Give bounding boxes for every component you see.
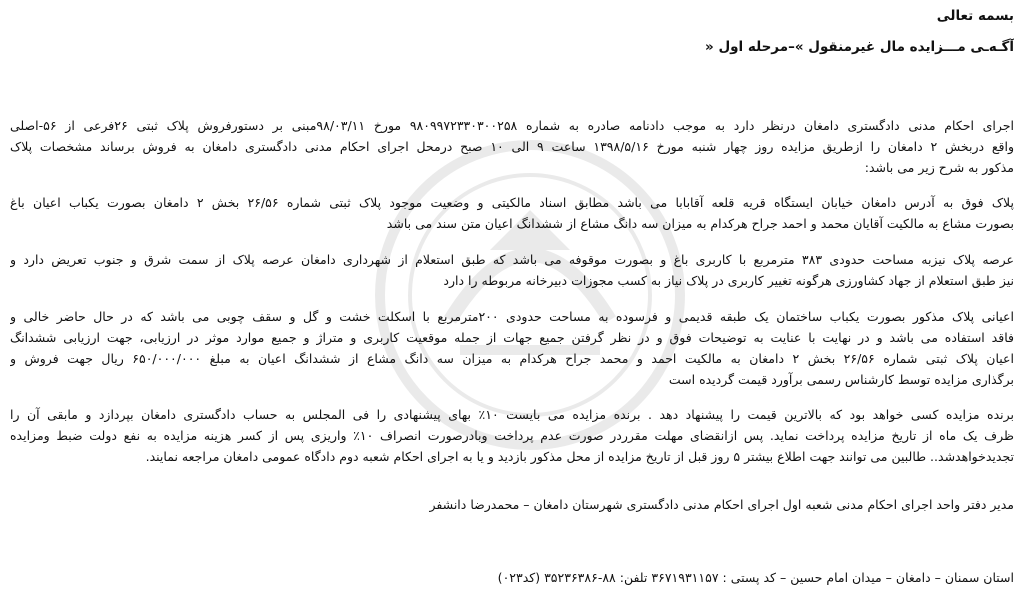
footer-address: استان سمنان – دامغان – میدان امام حسین – کد پستی : ۳۶۷۱۹۳۱۱۵۷ تلفن: ۸۸-۳۵۲۳۶۳۸۶ (کد۰۲۳)	[497, 570, 1014, 585]
paragraph-5-line-2: ظرف یک ماه از تاریخ مزایده پرداخت نماید. پس ازانقضای مهلت مقرردر صورت عدم پرداخت وبادرصورت انصراف ۱۰٪ واریزی پس از کسر هزینه مزایده به نفع دولت ضبط ومزایده	[10, 428, 1014, 443]
paragraph-4-line-3: اعیان پلاک ثبتی شماره ۲۶/۵۶ بخش ۲ دامغان به مالکیت احمد و محمد جراح هرکدام به میزان سه دانگ مشاع از ششدانگ اعیان به مبلغ ۶۵۰/۰۰۰/۰۰۰ ریال جهت فروش و	[10, 351, 1014, 366]
paragraph-5-line-1: برنده مزایده کسی خواهد بود که بالاترین قیمت را پیشنهاد دهد . برنده مزایده می بایست ۱۰٪ بهای پیشنهادی را فی المجلس به حساب دادگستری دامغان بپردازد و مابقی آن را	[10, 407, 1014, 422]
paragraph-4-line-4: برگذاری مزایده توسط کارشناس رسمی برآورد قیمت گردیده است	[668, 372, 1014, 387]
paragraph-1-line-1: اجرای احکام مدنی دادگستری دامغان درنظر دارد به موجب دادنامه صادره به شماره ۹۸۰۹۹۷۲۳۳۰۳۰۰۲۵۸ مورخ ۹۸/۰۳/۱۱مبنی بر دستورفروش پلاک ثبتی ۲۶فرعی از ۵۶-اصلی	[10, 118, 1014, 133]
basmala-heading: بسمه تعالی	[936, 8, 1014, 24]
paragraph-4-line-1: اعیانی پلاک مذکور بصورت یکباب ساختمان یک طبقه قدیمی و فرسوده به مساحت حدودی ۲۰۰مترمربع با اسکلت خشت و گل و سقف چوبی می باشد که در حال حاضر خالی و	[10, 309, 1014, 324]
paragraph-4-line-2: فاقد استفاده می باشد و در نهایت با عنایت به توضیحات فوق و در نظر گرفتن جمیع جهات از جمله موقعیت کاربری و متراژ و جمیع موارد موثر در ارزیابی، جهت ارزیابی ششدانگ	[10, 330, 1014, 345]
paragraph-1-line-3: مذکور به شرح زیر می باشد:	[864, 160, 1014, 175]
signature-line: مدیر دفتر واحد اجرای احکام مدنی شعبه اول اجرای احکام مدنی دادگستری شهرستان دامغان – محمدرضا دانشفر	[429, 497, 1014, 512]
notice-title: آگـه‌ـی مـــزایده مال غیرمنقول »–مرحله اول «	[705, 39, 1014, 55]
paragraph-3-line-2: نیز طبق استعلام از جهاد کشاورزی هرگونه تغییر کاربری در پلاک نیاز به کسب مجوزات دبیرخانه مربوطه را دارد	[443, 273, 1014, 288]
paragraph-1-line-2: واقع دربخش ۲ دامغان را ازطریق مزایده روز چهار شنبه مورخ ۱۳۹۸/۵/۱۶ ساعت ۹ الی ۱۰ صبح درمحل اجرای احکام مدنی دادگستری دامغان به فروش برساند مشخصات پلاک	[10, 139, 1014, 154]
paragraph-2-line-1: پلاک فوق به آدرس دامغان خیابان ایستگاه قریه قلعه آقابابا می باشد مطابق اسناد مالکیتی و وضعیت موجود پلاک ثبتی شماره ۲۶/۵۶ بخش ۲ دامغان بصورت یکباب اعیان باغ	[10, 195, 1014, 210]
paragraph-5-line-3: تجدیدخواهدشد.. طالبین می توانند جهت اطلاع بیشتر ۵ روز قبل از تاریخ مزایده از محل مذکور بازدید و یا به اجرای احکام شعبه دوم دادگاه عمومی دامغان مراجعه نمایند.	[145, 449, 1014, 464]
paragraph-2-line-2: بصورت مشاع به مالکیت آقایان محمد و احمد جراح هرکدام به میزان سه دانگ مشاع از ششدانگ اعیان متن سند می باشد	[386, 216, 1014, 231]
paragraph-3-line-1: عرصه پلاک نیزبه مساحت حدودی ۳۸۳ مترمربع با کاربری باغ و بصورت موقوفه می باشد که طبق استعلام از شهرداری دامغان عرصه پلاک از سمت شرق و جنوب تعریض دارد و	[10, 252, 1014, 267]
